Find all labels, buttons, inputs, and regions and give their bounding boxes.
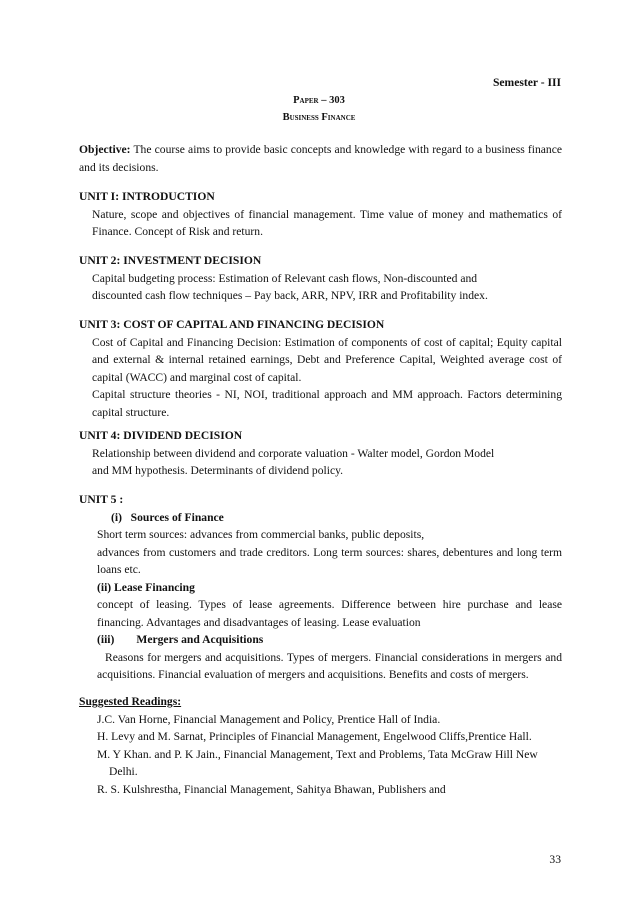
mergers-text: Reasons for mergers and acquisitions. Types of mergers. Financial considerations in mergers and acquisitions. Financial evaluation of mergers and acquisitions. Benefits and costs of mergers. (97, 650, 562, 681)
reading-item: R. S. Kulshrestha, Financial Management, Sahitya Bhawan, Publishers and (97, 782, 446, 796)
sources-of-finance-title: (i) Sources of Finance (111, 510, 224, 524)
unit-3-paragraph-2: Capital structure theories - NI, NOI, traditional approach and MM approach. Factors determining capital structure. (92, 388, 562, 419)
unit-3-paragraph-1: Cost of Capital and Financing Decision: Estimation of components of cost of capital; Equity capital and external & internal retained earnings, Debt and Preference Capital, Weighted average cost of capital (WACC) and marginal cost of capital. (92, 335, 562, 384)
unit-2-section (79, 252, 562, 305)
mergers-title-row (97, 631, 562, 649)
reading-item: H. Levy and M. Sarnat, Principles of Financial Management, Engelwood Cliffs,Prentice Hall. (97, 730, 532, 743)
page-number: 33 (549, 853, 561, 866)
sources-line-2: advances from customers and trade creditors. Long term sources: shares, debentures and long term loans etc. (97, 545, 562, 576)
unit-4-line-1: Relationship between dividend and corporate valuation - Walter model, Gordon Model (92, 446, 495, 460)
unit-4-line-2: and MM hypothesis. Determinants of dividend policy. (92, 464, 344, 477)
unit-1-title: UNIT I: INTRODUCTION (79, 190, 215, 203)
unit-3-section (79, 316, 562, 421)
unit-2-line-1: Capital budgeting process: Estimation of Relevant cash flows, Non-discounted and (92, 271, 478, 285)
unit-4-section (79, 427, 562, 480)
unit-5-section (79, 491, 562, 684)
suggested-readings-section (79, 693, 562, 798)
lease-financing-title: (ii) Lease Financing (97, 580, 195, 594)
objective-paragraph (79, 141, 562, 176)
course-title: Business Finance (282, 112, 356, 123)
unit-1-section (79, 188, 562, 241)
suggested-readings-title: Suggested Readings: (79, 695, 182, 708)
mergers-number: (iii) (97, 633, 115, 646)
objective-label: Objective: (79, 143, 131, 156)
sources-line-1: Short term sources: advances from commercial banks, public deposits, (97, 528, 425, 541)
semester-label: Semester - III (492, 76, 561, 89)
unit-1-text: Nature, scope and objectives of financial management. Time value of money and mathematics of Finance. Concept of Risk and return. (92, 207, 562, 238)
paper-number: Paper – 303 (293, 95, 345, 106)
unit-2-line-2: discounted cash flow techniques – Pay back, ARR, NPV, IRR and Profitability index. (92, 289, 488, 302)
unit-2-title: UNIT 2: INVESTMENT DECISION (79, 254, 262, 267)
unit-5-title: UNIT 5 : (79, 493, 124, 506)
unit-4-title: UNIT 4: DIVIDEND DECISION (79, 429, 243, 442)
mergers-title: Mergers and Acquisitions (136, 633, 264, 646)
lease-financing-text: concept of leasing. Types of lease agreements. Difference between hire purchase and lease financing. Advantages and disadvantages of leasing. Lease evaluation (97, 598, 562, 629)
unit-3-title: UNIT 3: COST OF CAPITAL AND FINANCING DECISION (79, 318, 385, 331)
reading-item: M. Y Khan. and P. K Jain., Financial Management, Text and Problems, Tata McGraw Hill New Delhi. (97, 747, 538, 778)
objective-text: The course aims to provide basic concepts and knowledge with regard to a business finance and its decisions. (79, 143, 562, 174)
reading-item: J.C. Van Horne, Financial Management and Policy, Prentice Hall of India. (97, 712, 441, 726)
